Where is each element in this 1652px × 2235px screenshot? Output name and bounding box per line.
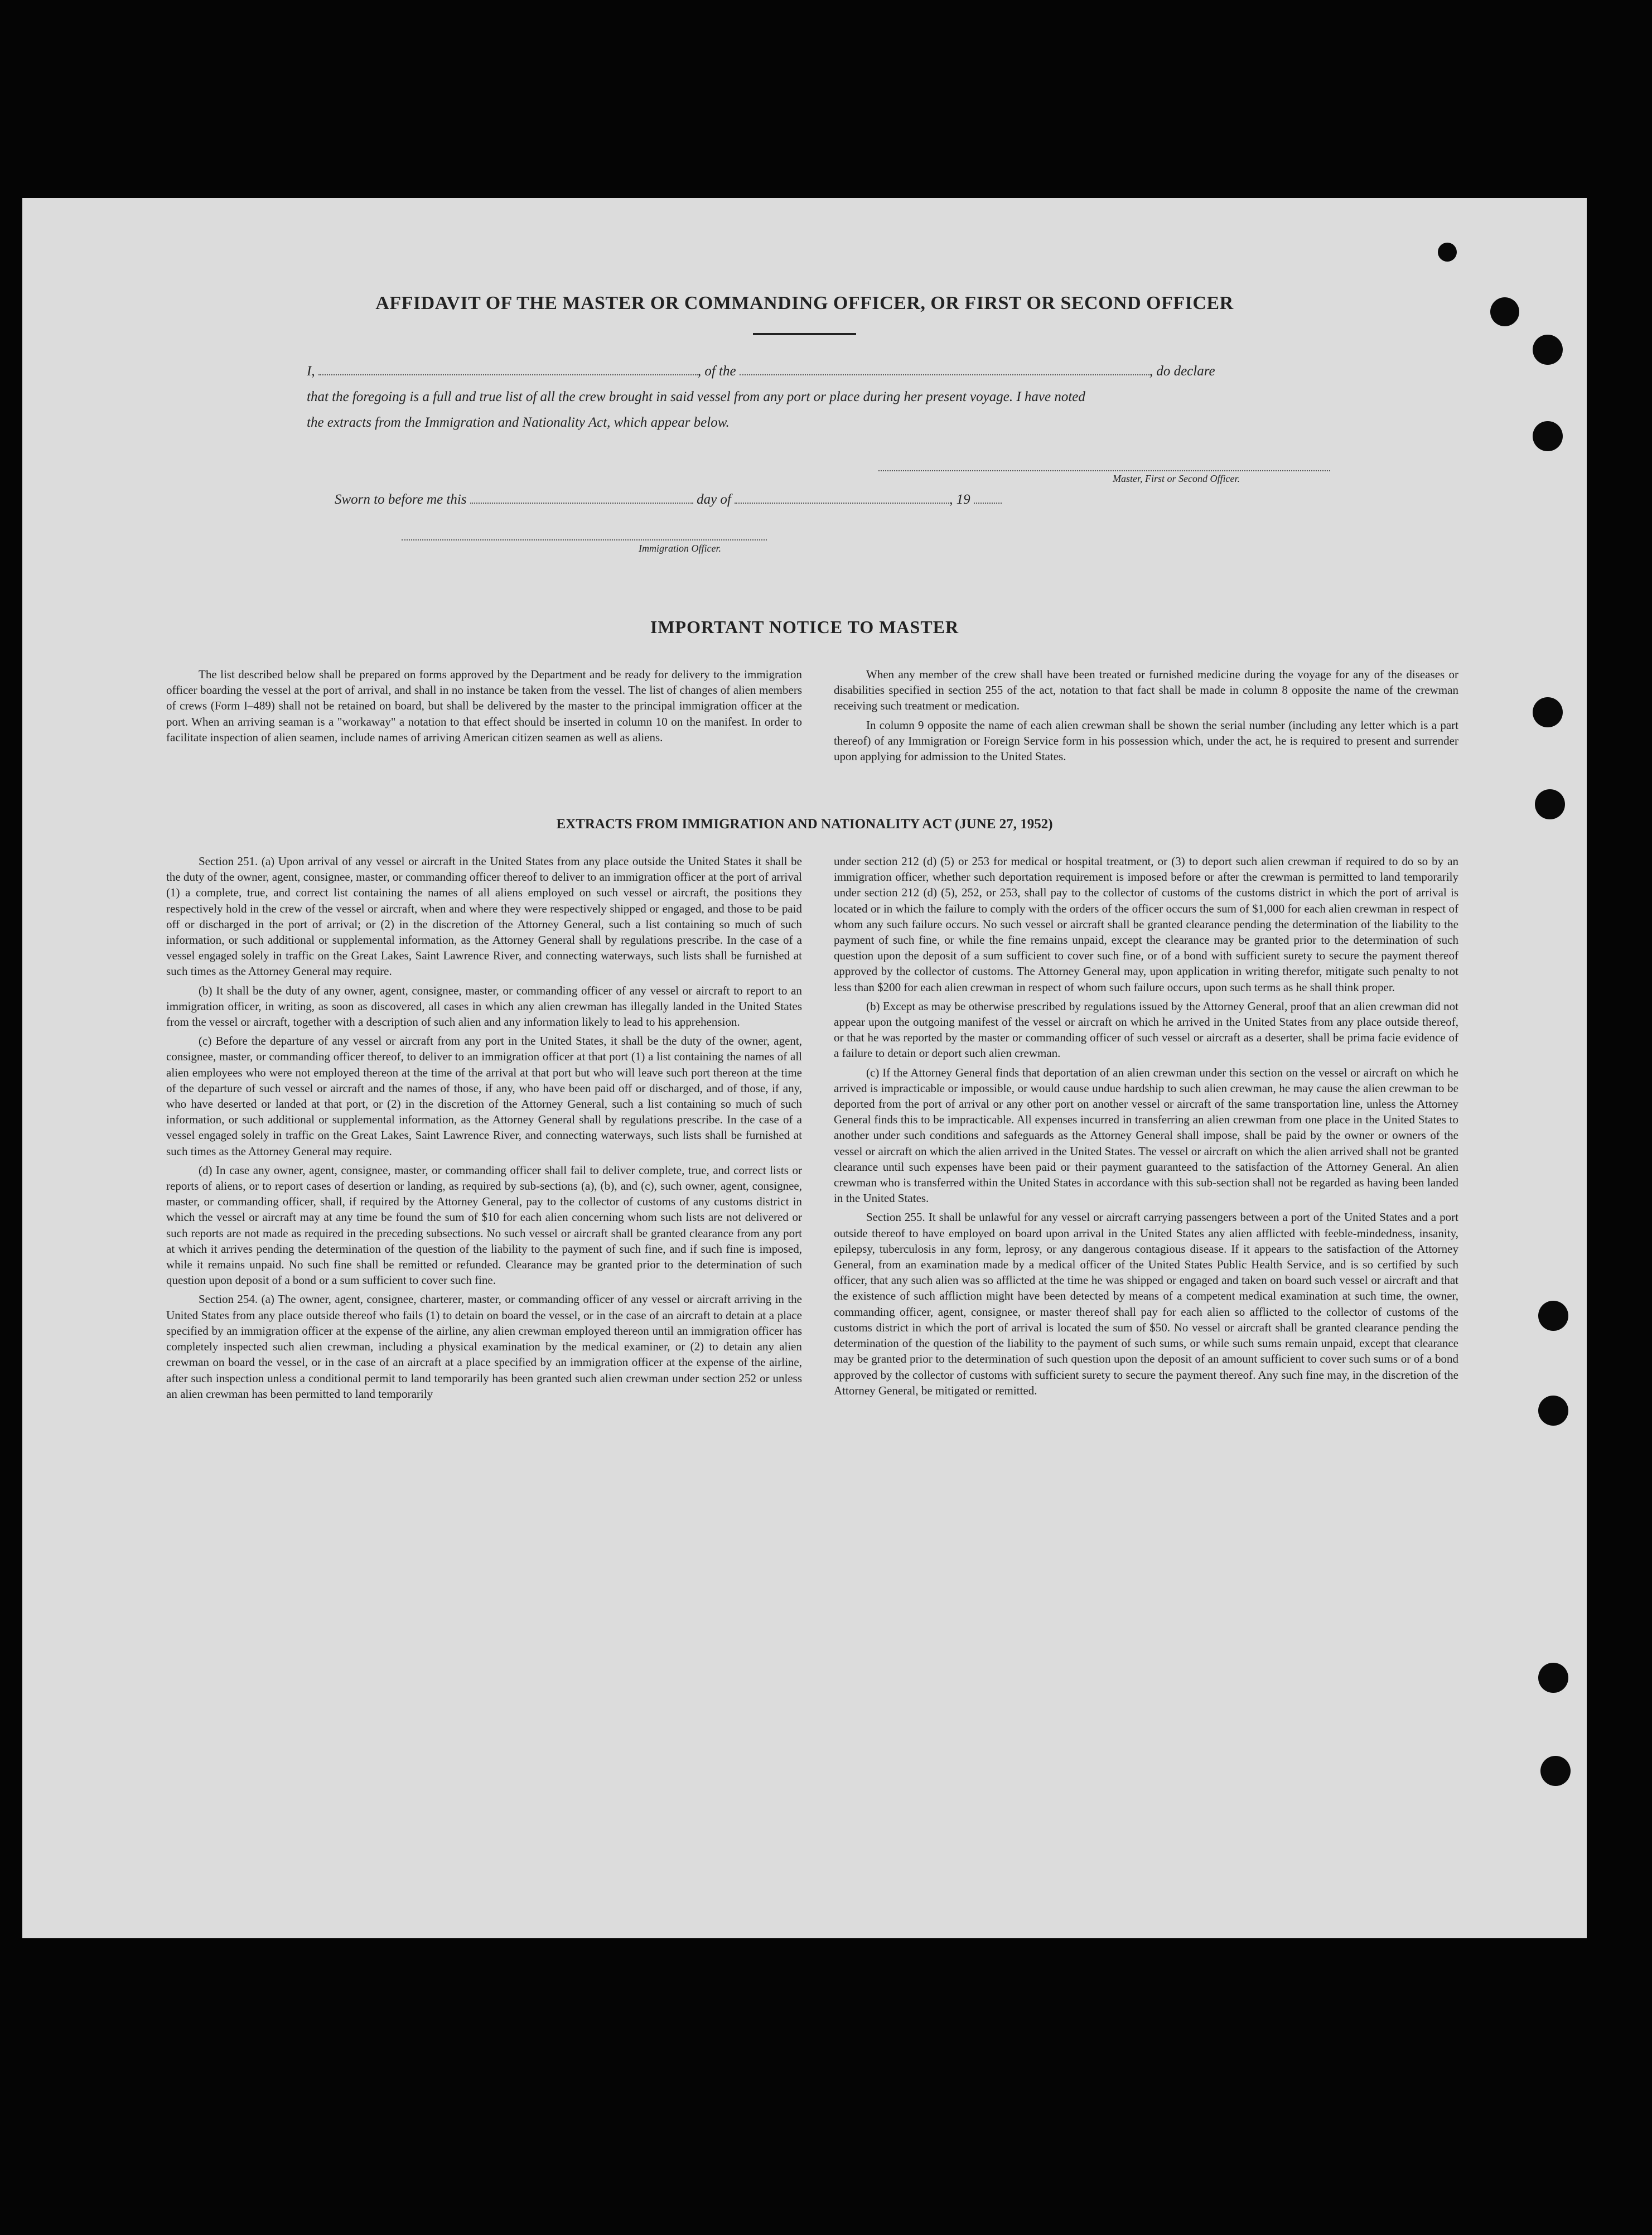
- notice-left-paragraph: The list described below shall be prepared on forms approved by the Department and be ready for delivery to the immigration officer boarding the vessel at the port of arrival, and shall in no instance be taken from the vessel. The list of changes of alien members of crews (Form I–489) shall not be retained on board, but shall be delivered by the master to the principal immigration officer at the port. When an arriving seaman is a "workaway" a notation to that effect should be inserted in column 10 on the manifest. In order to facilitate inspection of alien seamen, include names of arriving American citizen seamen as well as aliens.: [166, 668, 802, 744]
- punch-hole: [1490, 297, 1519, 326]
- officer-caption: Immigration Officer.: [639, 543, 721, 554]
- section-251a: Section 251. (a) Upon arrival of any vessel or aircraft in the United States from any place outside the United States it shall be the duty of the owner, agent, consignee, master, or commanding officer thereof to deliver to an immigration officer at the port of arrival (1) a complete, true, and correct list containing the names of all aliens employed on such vessel or aircraft, the positions they respectively hold in the crew of the vessel or aircraft, when and where they were respectively shipped or engaged, and those to be paid off or discharged in the port of arrival; or (2) in the discretion of the Attorney General, such a list containing so much of such information, or such additional or supplemental information, as the Attorney General shall by regulations prescribe. In the case of a vessel engaged solely in traffic on the Great Lakes, Saint Lawrence River, and connecting waterways, such lists shall be furnished at such times as the Attorney General may require.: [166, 855, 802, 978]
- punch-hole: [1533, 335, 1563, 365]
- section-255: Section 255. It shall be unlawful for any vessel or aircraft carrying passengers between a port of the United States and a port outside thereof to have employed on board upon arrival in the United States any alien afflicted with feeble-mindedness, insanity, epilepsy, tuberculosis in any form, leprosy, or any dangerous contagious disease. If it appears to the satisfaction of the Attorney General, from an examination made by a medical officer of the United States Public Health Service, and is so certified by such officer, that any such alien was so afflicted at the time he was shipped or engaged and taken on board such vessel or aircraft and that the existence of such affliction might have been detected by means of a competent medical examination at such time, the owner, commanding officer, agent, consignee, or master thereof shall pay for each alien so afflicted to the collector of customs of the customs district in which the port of arrival is located the sum of $50. No vessel or aircraft shall be granted clearance pending the determination of the question of the liability to the payment of such sums, or while such sums remain unpaid, except that clearance may be granted prior to the determination of such question upon the deposit of an amount sufficient to cover such sums or of a bond approved by the collector of customs with sufficient surety to secure the payment thereof. Any such fine may, in the discretion of the Attorney General, be mitigated or remitted.: [834, 1210, 1458, 1397]
- section-251d: (d) In case any owner, agent, consignee, master, or commanding officer shall fail to deliver complete, true, and correct lists or reports of aliens, or to report cases of desertion or landing, as required by sub-sections (a), (b), and (c), such owner, agent, consignee, master, or commanding officer, shall, if required by the Attorney General, pay to the collector of customs of any customs district in which the vessel or aircraft may at any time be found the sum of $10 for each alien concerning whom such lists are not delivered or such reports are not made as required in the preceding subsections. No such vessel or aircraft shall be granted clearance from any port at which it arrives pending the determination of the question of the liability to the payment of such fine, and if such fine is imposed, while it remains unpaid. No such fine shall be remitted or refunded. Clearance may be granted prior to the determination of such question upon deposit of a bond or a sum sufficient to cover such fine.: [166, 1163, 802, 1287]
- punch-hole: [1538, 1301, 1568, 1331]
- notice-left-column: [166, 667, 802, 749]
- section-254a-continued: under section 212 (d) (5) or 253 for medical or hospital treatment, or (3) to deport such alien crewman if required to do so by an immigration officer, whether such deportation requirement is imposed before or after the crewman is permitted to land temporarily under section 212 (d) (5), 252, or 253, shall pay to the collector of customs of the customs district in which the port of arrival is located or in which the failure to comply with the orders of the officer occurs the sum of $1,000 for each alien crewman in respect of whom any such failure occurs. No such vessel or aircraft shall be granted clearance pending the determination of the liability to the payment of such fine, or while the fine remains unpaid, except the clearance may be granted prior to the determination of such question upon the deposit of a sum sufficient to cover such fine, or of a bond with sufficient surety to secure the payment thereof approved by the collector of customs. The Attorney General may, upon application in writing therefor, mitigate such penalty to not less than $200 for each alien crewman in respect of whom such failure occurs, upon such terms as he shall think proper.: [834, 855, 1458, 994]
- vessel-blank[interactable]: [740, 362, 1149, 375]
- punch-hole: [1540, 1756, 1571, 1786]
- section-251b: (b) It shall be the duty of any owner, agent, consignee, master, or commanding officer of any vessel or aircraft to report to an immigration officer, in writing, as soon as discovered, all cases in which any alien crewman has illegally landed in the United States from the vessel or aircraft, together with a description of such alien and any information likely to lead to his apprehension.: [166, 983, 802, 1029]
- day-of-label: day of: [697, 492, 731, 507]
- section-251c: (c) Before the departure of any vessel or aircraft from any port in the United States, it shall be the duty of the owner, agent, consignee, master, or commanding officer thereof, to deliver to an immigration officer at that port (1) a list containing the names of all alien employees who were not employed thereon at the time of the arrival at that port but who will leave such port thereon at the time of the departure of such vessel or aircraft and the names of those, if any, who have been paid off or discharged, and of those, if any, who have deserted or landed at that port, or (2) in the discretion of the Attorney General, such a list containing so much of such information, or such additional or supplemental information, as the Attorney General shall by regulations prescribe. In the case of a vessel engaged solely in traffic on the Great Lakes, Saint Lawrence River, and connecting waterways, such lists shall be furnished at such times as the Attorney General may require.: [166, 1034, 802, 1158]
- year-label: , 19: [949, 492, 970, 507]
- declaration-statement-1: that the foregoing is a full and true list of all the crew brought in said vessel from any port or place during her present voyage. I have noted: [307, 389, 1085, 404]
- sworn-label: Sworn to before me this: [335, 492, 467, 507]
- title-rule: [753, 333, 856, 335]
- extracts-right-column: [834, 853, 1458, 1402]
- punch-hole: [1533, 421, 1563, 451]
- section-254c: (c) If the Attorney General finds that deportation of an alien crewman under this section on the vessel or aircraft on which he arrived is impracticable or impossible, or would cause undue hardship to such alien crewman, he may cause the alien crewman to be deported from the port of arrival or any other port on another vessel or aircraft of the same transportation line, unless the Attorney General finds this to be impracticable. All expenses incurred in transferring an alien crewman from one place in the United States to another under such conditions and safeguards as the Attorney General shall impose, shall be paid by the owner or owners of the vessel or aircraft on which the alien arrived in the United States. The vessel or aircraft on which the alien arrived shall not be granted clearance until such expenses have been paid or their payment guaranteed to the satisfaction of the Attorney General. An alien crewman who is transferred within the United States in accordance with this sub-section shall not be regarded as having been landed in the United States.: [834, 1065, 1458, 1205]
- extracts-left-column: [166, 853, 802, 1405]
- of-the-label: , of the: [697, 364, 736, 379]
- section-254a: Section 254. (a) The owner, agent, consignee, charterer, master, or commanding officer of any vessel or aircraft arriving in the United States from any place outside thereof who fails (1) to detain on board the vessel, or in the case of an aircraft to detain at a place specified by an immigration officer at the expense of the airline, any alien crewman employed thereon until an immigration officer has completely inspected such alien crewman, including a physical examination by the medical examiner, or (2) to detain any alien crewman on board the vessel, or in the case of an aircraft at a place specified by an immigration officer at the expense of the airline, after such inspection unless a conditional permit to land temporarily has been granted such alien crewman under section 252 or unless an alien crewman has been permitted to land temporarily: [166, 1292, 802, 1401]
- notice-right-column: [834, 667, 1458, 767]
- punch-hole: [1533, 697, 1563, 727]
- notice-title: IMPORTANT NOTICE TO MASTER: [650, 617, 959, 637]
- declaration-line: [307, 359, 1333, 384]
- punch-hole: [1535, 789, 1565, 819]
- do-declare-label: , do declare: [1149, 364, 1215, 379]
- notice-right-paragraph-1: When any member of the crew shall have been treated or furnished medicine during the voyage for any of the diseases or disabilities specified in section 255 of the act, notation to that fact shall be made in column 8 opposite the name of the crewman receiving such treatment or medication.: [834, 668, 1458, 713]
- punch-hole: [1538, 1396, 1568, 1426]
- officer-signature-line[interactable]: [402, 539, 767, 540]
- sworn-year-blank[interactable]: [974, 490, 1002, 504]
- punch-hole: [1538, 1663, 1568, 1693]
- declaration-statement-2: the extracts from the Immigration and Nationality Act, which appear below.: [307, 415, 730, 430]
- master-signature-line[interactable]: [878, 470, 1330, 471]
- sworn-month-blank[interactable]: [735, 490, 949, 504]
- form-page: [22, 198, 1587, 1938]
- i-label: I,: [307, 364, 315, 379]
- sworn-line: [335, 487, 1361, 513]
- extracts-title: EXTRACTS FROM IMMIGRATION AND NATIONALITY ACT (JUNE 27, 1952): [556, 817, 1053, 832]
- name-blank[interactable]: [318, 362, 698, 375]
- sworn-day-blank[interactable]: [470, 490, 693, 504]
- master-caption: Master, First or Second Officer.: [1113, 473, 1240, 484]
- section-254b: (b) Except as may be otherwise prescribed by regulations issued by the Attorney General, proof that an alien crewman did not appear upon the outgoing manifest of the vessel or aircraft on which he arrived in the United States from any place outside thereof, or that he was reported by the master or commanding officer of such vessel or aircraft as a deserter, shall be prima facie evidence of a failure to detain or deport such alien crewman.: [834, 999, 1458, 1060]
- affidavit-title: AFFIDAVIT OF THE MASTER OR COMMANDING OFFICER, OR FIRST OR SECOND OFFICER: [375, 293, 1234, 313]
- notice-right-paragraph-2: In column 9 opposite the name of each alien crewman shall be shown the serial number (including any letter which is a part thereof) of any Immigration or Foreign Service form in his possession which, under the act, he is required to present and surrender upon applying for admission to the United States.: [834, 718, 1458, 764]
- punch-hole: [1438, 243, 1457, 262]
